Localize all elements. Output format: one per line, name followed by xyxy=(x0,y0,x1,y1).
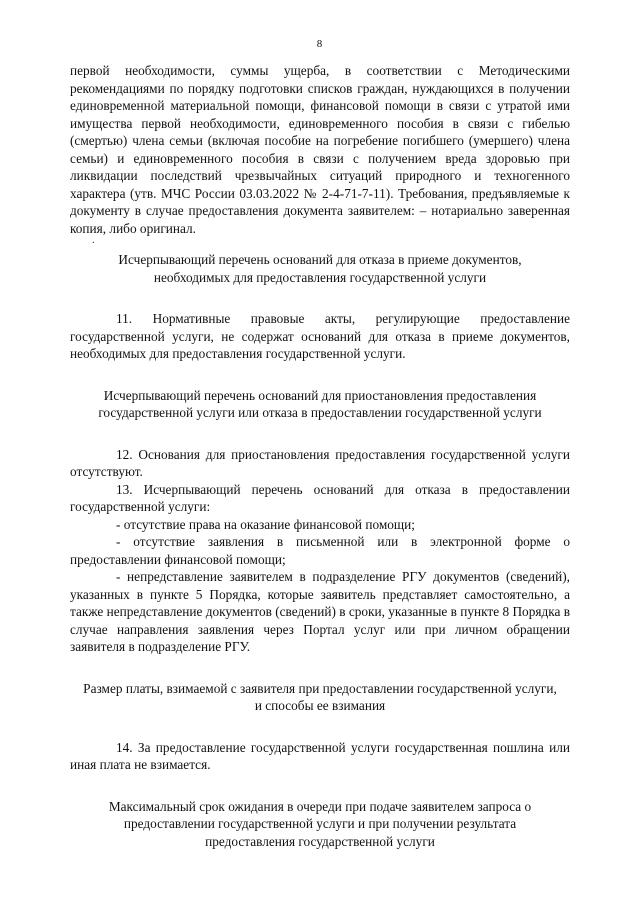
document-body xyxy=(70,62,570,850)
page-number: 8 xyxy=(316,38,323,50)
list-item: - непредставление заявителем в подразделение РГУ документов (сведений), указанных в пункте 5 Порядка, которые заявитель представляет самостоятельно, а также непредставление документов (сведений) в сроки, указанные в пункте 8 Порядка в случае направления заявления через Портал услуг или при личном обращении заявителя в подразделение РГУ. xyxy=(70,569,570,654)
paragraph-11: 11. Нормативные правовые акты, регулирующие предоставление государственной услуги, не содержат оснований для отказа в приеме документов, необходимых для предоставления государственной услуги. xyxy=(70,311,570,361)
paragraph-continuation: первой необходимости, суммы ущерба, в соответствии с Методическими рекомендациями по порядку подготовки списков граждан, нуждающихся в получении единовременной материальной помощи, финансовой помощи в связи с утратой ими имущества первой необходимости, единовременного пособия в связи с гибелью (смертью) члена семьи (включая пособие на погребение погибшего (умершего) члена семьи) и единовременного пособия в связи с получением вреда здоровью при ликвидации последствий чрезвычайных ситуаций природного и техногенного характера (утв. МЧС России 03.03.2022 № 2-4-71-7-11). Требования, предъявляемые к документу в случае предоставления документа заявителем: – нотариально заверенная копия, либо оригинал. xyxy=(70,63,570,236)
paragraph-13: 13. Исчерпывающий перечень оснований для отказа в предоставлении государственной услуги: xyxy=(70,481,570,514)
list-item: - отсутствие заявления в письменной или в электронной форме о предоставлении финансовой помощи; xyxy=(70,534,570,567)
paragraph-12: 12. Основания для приостановления предоставления государственной услуги отсутствуют. xyxy=(70,446,570,479)
heading-wait-time: Максимальный срок ожидания в очереди при подаче заявителем запроса о предоставлении государственной услуги и при получении результата предоставления государственной услуги xyxy=(108,798,532,849)
heading-refusal-acceptance: Исчерпывающий перечень оснований для отказа в приеме документов, необходимых для предоставления государственной услуги xyxy=(118,252,522,285)
list-item: - отсутствие права на оказание финансовой помощи; xyxy=(116,516,415,532)
paragraph-14: 14. За предоставление государственной услуги государственная пошлина или иная плата не взимается. xyxy=(70,739,570,772)
heading-suspension: Исчерпывающий перечень оснований для приостановления предоставления государственной услуги или отказа в предоставлении государственной услуги xyxy=(98,387,542,420)
stray-mark: . xyxy=(92,235,95,246)
heading-fee: Размер платы, взимаемой с заявителя при предоставлении государственной услуги, и способы ее взимания xyxy=(83,680,557,713)
